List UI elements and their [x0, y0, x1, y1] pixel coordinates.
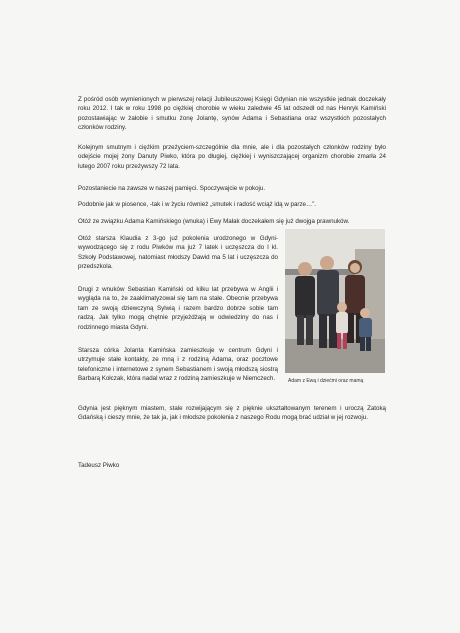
paragraph-text: Z pośród osób wymienionych w pierwszej relacji Jubileuszowej Księgi Gdynian nie wszystkie jednak doczekały roku 2012. I tak w roku 1998 po ciężkiej chorobie w wieku zaledwie 45 lat odszedł od nas Henryk Kamiński pozostawiając w żałobie i smutku żonę Jolantę, synów Adama i Sebastiana oraz wszystkich pozostałych członków rodziny.: [78, 96, 386, 132]
paragraph-memory: [78, 184, 386, 193]
signature: [78, 461, 386, 470]
paragraph-klaudia: [78, 234, 278, 272]
paragraph-text: Podobnie jak w piosence, -tak i w życiu również „smutek i radość wciąż idą w parze…”.: [78, 201, 316, 208]
paragraph-sebastian: [78, 285, 278, 332]
paragraph-song: [78, 200, 386, 209]
paragraph-text: Drugi z wnuków Sebastian Kamiński od kilku lat przebywa w Anglii i wygląda na to, że zaaklimatyzował się tam na stałe. Obecnie przebywa tam ze swoją dziewczyną Sylwią i razem bardzo dobrze sobie tam radzą. Jak tylko mogą chętnie przyjeżdżają w odwiedziny do nas i rodzinnego miasta Gdyni.: [78, 286, 278, 331]
paragraph-text: Starsza córka Jolanta Kamińska zamieszkuje w centrum Gdyni i utrzymuje stałe kontakty, ze mną i z rodziną Adama, oraz pocztowe telefoniczne i internetowe z synem Sebastianem i swoją młodszą siostrą Barbarą Kołczak, która nadal wraz z rodziną zamieszkuje w Niemczech.: [78, 347, 278, 383]
paragraph-text: Otóż ze związku Adama Kamińskiego (wnuka) i Ewy Małak doczekałem się już dwojga prawnuków.: [78, 218, 350, 225]
paragraph-text: Gdynia jest pięknym miastem, stale rozwijającym się z pięknie ukształtowanym terenem i uroczą Zatoką Gdańską i cieszy mnie, że tak ja, jak i młodsze pokolenia z naszego Rodu mogą brać udział w jej rozwoju.: [78, 405, 386, 422]
family-photo-illustration: [285, 229, 385, 373]
paragraph-text: Kolejnym smutnym i ciężkim przeżyciem-szczególnie dla mnie, ale i dla pozostałych członków rodziny było odejście mojej żony Danuty Piwko, która po długiej, ciężkiej i wyniszczającej organizm chorobie zmarła 24 lutego 2007 roku przeżywszy 72 lata.: [78, 144, 386, 170]
signature-text: Tadeusz Piwko: [78, 462, 120, 469]
paragraph-text: Pozostaniecie na zawsze w naszej pamięci. Spoczywajcie w pokoju.: [78, 185, 266, 192]
paragraph-deaths: [78, 95, 386, 133]
family-photo: [285, 229, 385, 373]
paragraph-wife: [78, 143, 386, 171]
paragraph-jolanta: [78, 346, 278, 384]
paragraph-text: Otóż starsza Klaudia z 3-go już pokolenia urodzonego w Gdyni-wywodzącego się z rodu Piwków ma już 7 latek i uczęszcza do I kl. Szkoły Podstawowej, natomiast młodszy Dawid ma 5 lat i uczęszcza do przedszkola.: [78, 235, 278, 271]
paragraph-great-grandchildren: [78, 217, 386, 226]
photo-caption: Adam z Ewą i dziećmi oraz mamą: [288, 378, 364, 384]
paragraph-gdynia: [78, 404, 386, 423]
